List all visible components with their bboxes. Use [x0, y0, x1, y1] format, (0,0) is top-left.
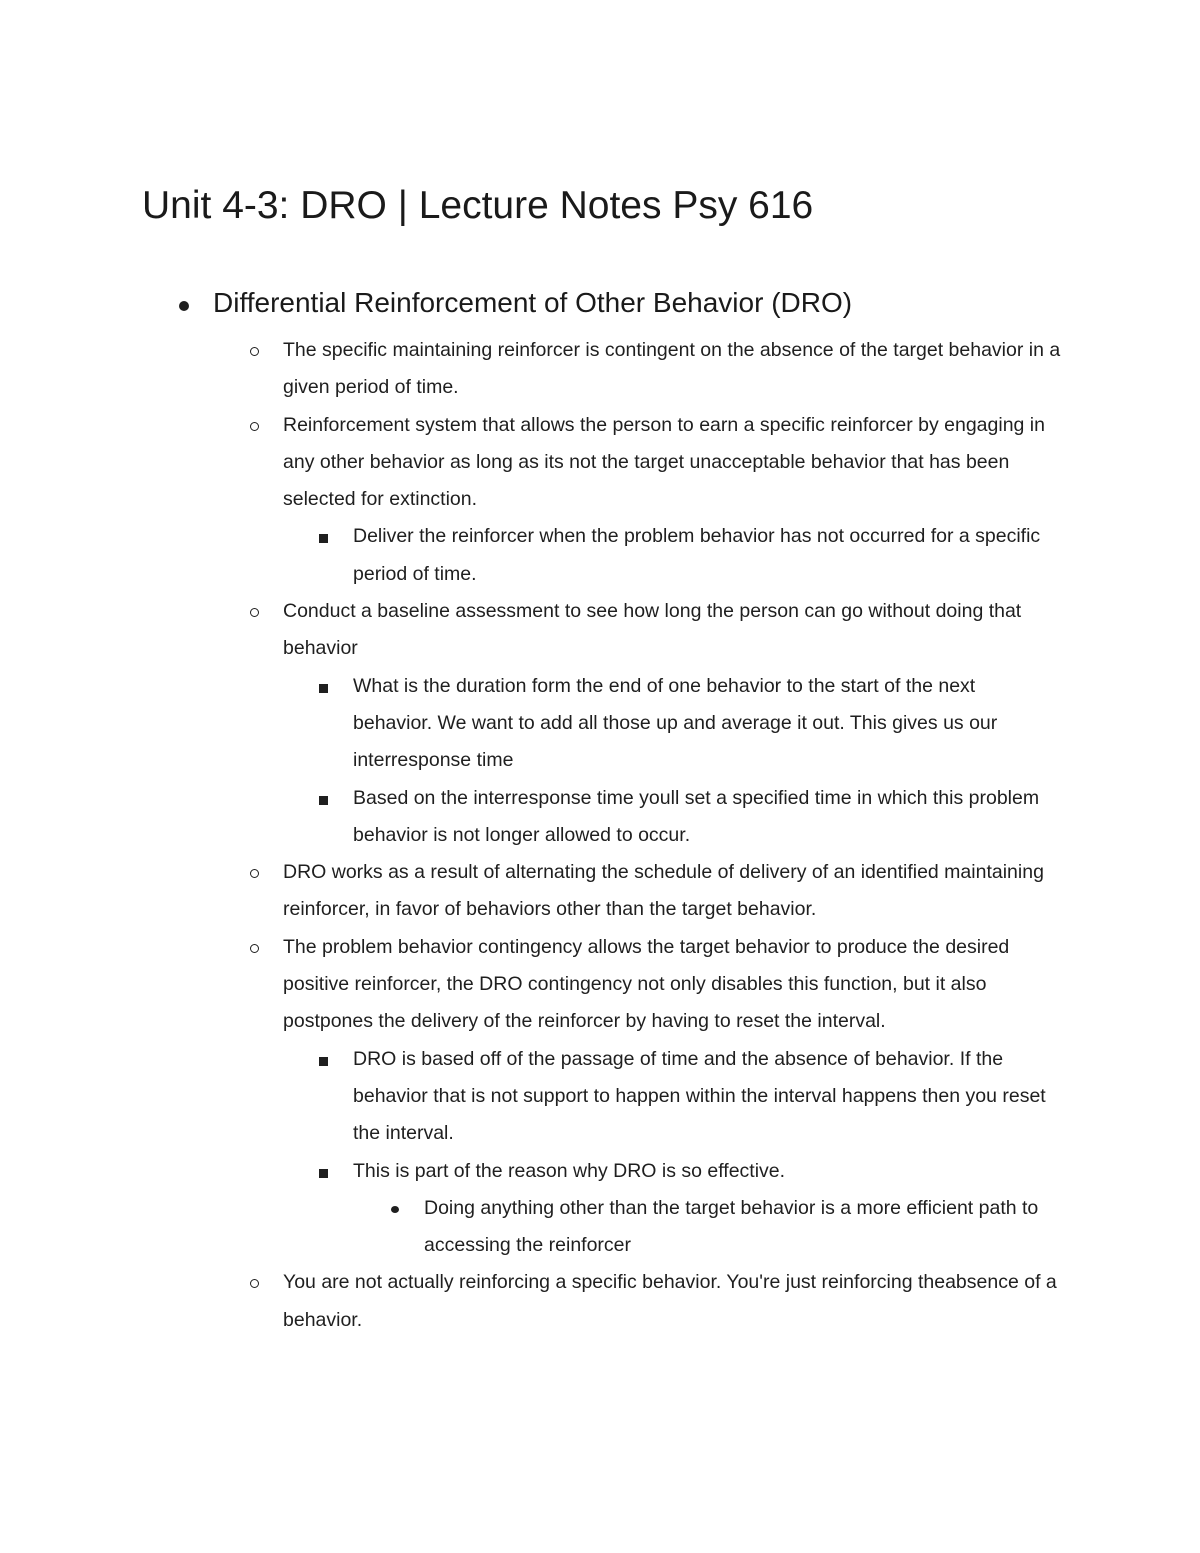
list-item-text: Based on the interresponse time youll set a specified time in which this problem behavior is not longer allowed to occur. — [353, 786, 1040, 846]
list-item — [283, 407, 1063, 519]
list-item-text: The specific maintaining reinforcer is contingent on the absence of the target behavior in a given period of time. — [283, 339, 1061, 399]
bullet-square-icon — [319, 796, 328, 805]
bullet-small-disc-icon — [391, 1206, 399, 1213]
list-item — [353, 668, 1053, 780]
list-item — [283, 854, 1063, 929]
bullet-square-icon — [319, 1169, 328, 1178]
list-item — [353, 780, 1053, 855]
bullet-square-icon — [319, 684, 328, 693]
list-item-text: DRO works as a result of alternating the schedule of delivery of an identified maintaining reinforcer, in favor of behaviors other than the target behavior. — [283, 861, 1044, 921]
bullet-hollow-circle-icon — [250, 1279, 259, 1288]
list-item — [283, 929, 1063, 1041]
list-item-text: You are not actually reinforcing a specific behavior. You're just reinforcing theabsence of a behavior. — [283, 1271, 1057, 1331]
list-item — [283, 593, 1063, 668]
list-item-text: Deliver the reinforcer when the problem behavior has not occurred for a specific period of time. — [353, 525, 1041, 585]
bullet-hollow-circle-icon — [250, 608, 259, 617]
list-item-text: This is part of the reason why DRO is so effective. — [353, 1159, 786, 1182]
list-item-text: Doing anything other than the target behavior is a more efficient path to accessing the reinforcer — [424, 1196, 1039, 1257]
bullet-list — [0, 332, 1200, 1339]
list-item — [283, 1264, 1063, 1339]
list-item-text: The problem behavior contingency allows the target behavior to produce the desired positive reinforcer, the DRO contingency not only disables this function, but it also postpones the delivery of the reinforcer by having to reset the interval. — [283, 935, 1010, 1033]
bullet-square-icon — [319, 534, 328, 543]
document-title: Unit 4-3: DRO | Lecture Notes Psy 616 — [142, 184, 814, 227]
list-item — [353, 518, 1053, 593]
bullet-square-icon — [319, 1057, 328, 1066]
list-item — [353, 1041, 1053, 1153]
list-item-text: What is the duration form the end of one behavior to the start of the next behavior. We want to add all those up and average it out. This gives us our interresponse time — [353, 674, 998, 772]
list-item-text: Reinforcement system that allows the person to earn a specific reinforcer by engaging in any other behavior as long as its not the target unacceptable behavior that has been selected for extinction. — [283, 413, 1045, 511]
list-item — [283, 332, 1063, 407]
bullet-hollow-circle-icon — [250, 944, 259, 953]
list-item — [353, 1153, 1053, 1190]
list-item-text: Conduct a baseline assessment to see how long the person can go without doing that behavior — [283, 600, 1022, 660]
list-item-text: DRO is based off of the passage of time and the absence of behavior. If the behavior that is not support to happen within the interval happens then you reset the interval. — [353, 1047, 1046, 1145]
list-item — [424, 1190, 1054, 1265]
bullet-disc-icon — [179, 301, 189, 311]
bullet-hollow-circle-icon — [250, 347, 259, 356]
section-heading: Differential Reinforcement of Other Behavior (DRO) — [213, 287, 853, 318]
bullet-hollow-circle-icon — [250, 869, 259, 878]
bullet-hollow-circle-icon — [250, 422, 259, 431]
